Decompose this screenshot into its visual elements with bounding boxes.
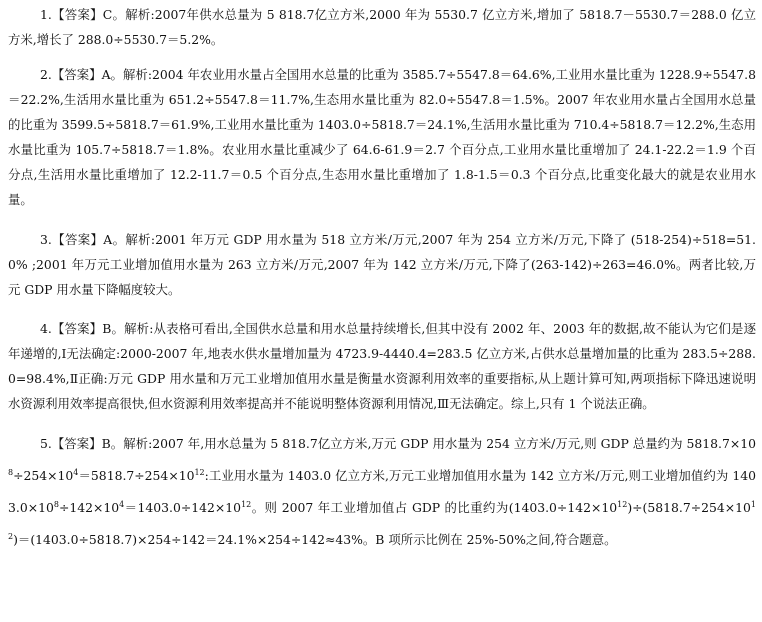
answer-5-text-3: ＝5818.7÷254×10	[78, 468, 195, 483]
answer-5-text-4: :工业用水量为 1403.0 亿立方米,万元工业增加值用水量为 142 立方米/万元,则工业增加值约为 1403.0×10	[8, 468, 756, 515]
answer-3-number: 3.	[40, 232, 52, 247]
answer-4	[8, 316, 756, 416]
answer-5	[8, 428, 756, 556]
answer-1-text: 解析:2007年供水总量为 5 818.7亿立方米,2000 年为 5530.7 亿立方米,增加了 5818.7－5530.7＝288.0 亿立方米,增长了 288.0÷5530.7＝5.2%。	[8, 7, 756, 47]
answer-5-text-6: ＝1403.0÷142×10	[124, 500, 242, 515]
answer-4-tag: 【答案】	[51, 321, 103, 336]
answer-4-number: 4.	[40, 321, 52, 336]
answer-5-text-2: ÷254×10	[13, 468, 74, 483]
answer-5-exponent-2: 4	[73, 468, 79, 477]
answer-2-number: 2.	[40, 67, 52, 82]
answer-5-exponent-5: 4	[119, 500, 125, 509]
answer-1-number: 1.	[40, 7, 52, 22]
answer-3	[8, 227, 756, 302]
answer-5-text-7: 。则 2007 年工业增加值占 GDP 的比重约为(1403.0÷142×10	[251, 500, 618, 515]
answer-3-option: A。	[103, 232, 126, 247]
answer-5-text-5: ÷142×10	[58, 500, 120, 515]
answer-2	[8, 62, 756, 212]
answer-4-text: 解析:从表格可看出,全国供水总量和用水总量持续增长,但其中没有 2002 年、2003 年的数据,故不能认为它们是逐年递增的,Ⅰ无法确定:2000-2007 年,地表水供水量增加量为 4723.9-4440.4=283.5 亿立方米,占供水总量增加量的比重为 283.5÷288.0=98.4%,Ⅱ正确:万元 GDP 用水量和万元工业增加值用水量是衡量水资源利用效率的重要指标,从上题计算可知,两项指标下降迅速说明水资源利用效率提高很快,但水资源利用效率提高并不能说明整体资源利用情况,Ⅲ无法确定。综上,只有 1 个说法正确。	[8, 321, 757, 411]
answer-1-tag: 【答案】	[51, 7, 103, 22]
answer-2-option: A。	[101, 67, 123, 82]
answer-5-exponent-4: 8	[53, 500, 59, 509]
answer-5-text-9: )＝(1403.0÷5818.7)×254÷142＝24.1%×254÷142≈43%。B 项所示比例在 25%-50%之间,符合题意。	[13, 532, 617, 547]
answer-1	[8, 2, 756, 52]
answer-4-option: B。	[102, 321, 125, 336]
answer-5-exponent-7: 12	[617, 500, 628, 509]
answer-5-exponent-8: 12	[8, 500, 756, 541]
answer-5-number: 5.	[40, 436, 52, 451]
answer-5-exponent-6: 12	[241, 500, 252, 509]
answer-5-exponent-1: 8	[8, 468, 14, 477]
answer-2-tag: 【答案】	[51, 67, 102, 82]
answer-1-option: C。	[102, 7, 126, 22]
answer-5-tag: 【答案】	[51, 436, 102, 451]
answer-5-exponent-3: 12	[194, 468, 205, 477]
answer-5-text-8: )÷(5818.7÷254×10	[627, 500, 751, 515]
answer-3-tag: 【答案】	[51, 232, 104, 247]
answer-5-option: B。	[101, 436, 124, 451]
answer-2-text: 解析:2004 年农业用水量占全国用水总量的比重为 3585.7÷5547.8＝64.6%,工业用水量比重为 1228.9÷5547.8＝22.2%,生活用水量比重为 651.2÷5547.8＝11.7%,生态用水量比重为 82.0÷5547.8＝1.5%。2007 年农业用水量占全国用水总量的比重为 3599.5÷5818.7＝61.9%,工业用水量比重为 1403.0÷5818.7＝24.1%,生活用水量比重为 710.4÷5818.7＝12.2%,生态用水量比重为 105.7÷5818.7＝1.8%。农业用水量比重减少了 64.6-61.9＝2.7 个百分点,工业用水量比重增加了 24.1-22.2＝1.9 个百分点,生活用水量比重增加了 12.2-11.7＝0.5 个百分点,生态用水量比重增加了 1.8-1.5＝0.3 个百分点,比重变化最大的就是农业用水量。	[8, 67, 756, 207]
answer-3-text: 解析:2001 年万元 GDP 用水量为 518 立方米/万元,2007 年为 254 立方米/万元,下降了 (518-254)÷518=51.0% ;2001 年万元工业增加值用水量为 263 立方米/万元,2007 年为 142 立方米/万元,下降了(263-142)÷263=46.0%。两者比较,万元 GDP 用水量下降幅度较大。	[8, 232, 756, 297]
answer-5-text-1: 解析:2007 年,用水总量为 5 818.7亿立方米,万元 GDP 用水量为 254 立方米/万元,则 GDP 总量约为 5818.7×10	[123, 436, 757, 451]
